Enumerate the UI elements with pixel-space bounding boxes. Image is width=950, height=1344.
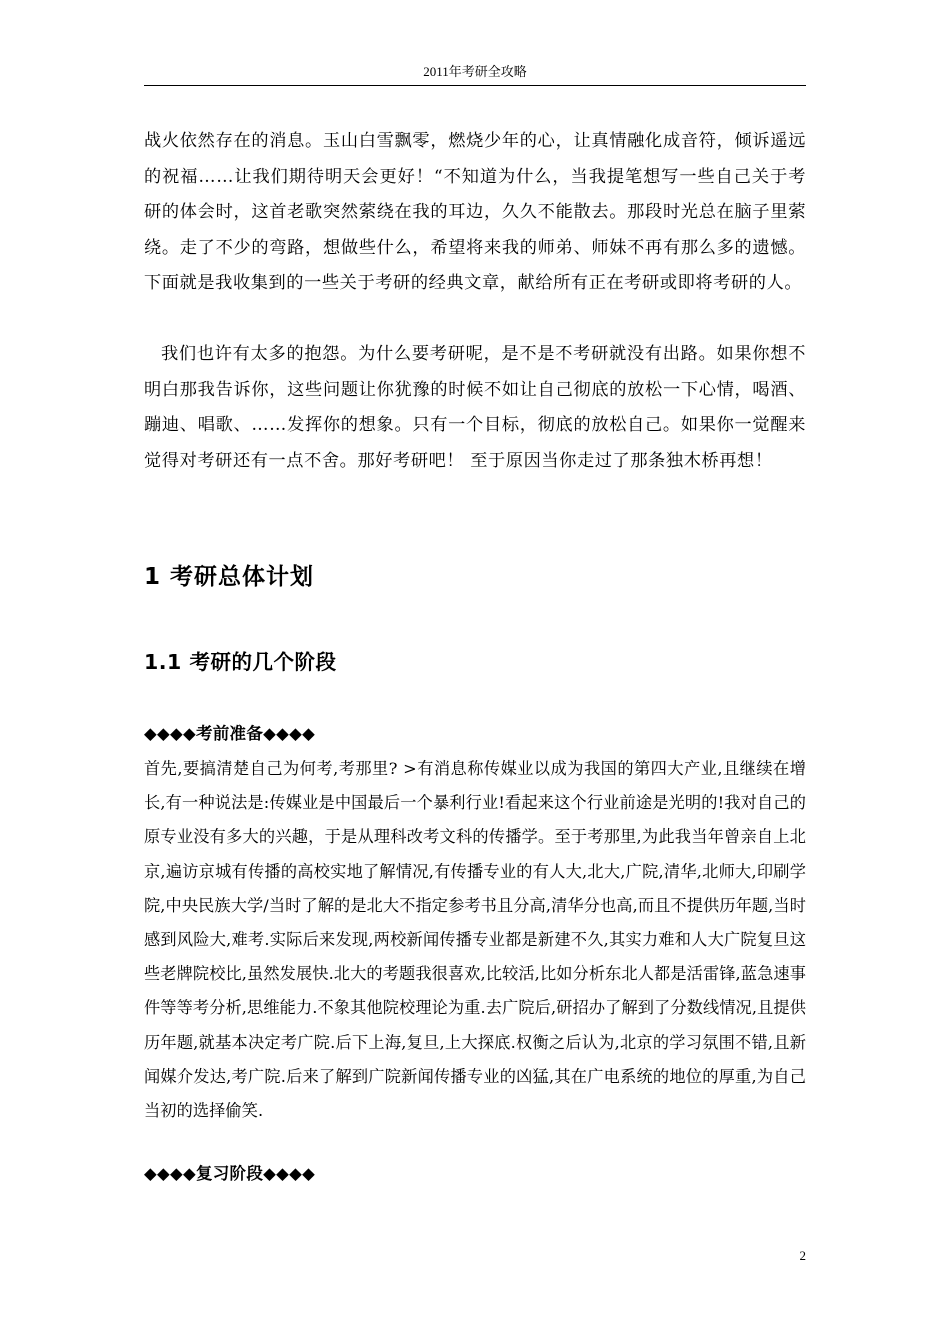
subsection-title-prep: ◆◆◆◆考前准备◆◆◆◆: [144, 724, 316, 743]
chapter-heading: 1 考研总体计划: [144, 564, 315, 590]
header-rule: [144, 85, 806, 86]
subsection-body-prep: 首先,要搞清楚自己为何考,考那里? >有消息称传媒业以成为我国的第四大产业,且继续在增长,有一种说法是:传媒业是中国最后一个暴利行业!看起来这个行业前途是光明的!我对自己的原专业没有多大的兴趣，于是从理科改考文科的传播学。至于考那里,为此我当年曾亲自上北京,遍访京城有传播的高校实地了解情况,有传播专业的有人大,北大,广院,清华,北师大,印刷学院,中央民族大学/当时了解的是北大不指定参考书且分高,清华分也高,而且不提供历年题,当时感到风险大,难考.实际后来发现,两校新闻传播专业都是新建不久,其实力难和人大广院复旦这些老牌院校比,虽然发展快.北大的考题我很喜欢,比较活,比如分析东北人都是活雷锋,蓝急速事件等等考分析,思维能力.不象其他院校理论为重.去广院后,研招办了解到了分数线情况,且提供历年题,就基本决定考广院.后下上海,复旦,上大探底.权衡之后认为,北京的学习氛围不错,且新闻媒介发达,考广院.后来了解到广院新闻传播专业的凶猛,其在广电系统的地位的厚重,为自己当初的选择偷笑.: [144, 759, 806, 1121]
subsection-title-review: ◆◆◆◆复习阶段◆◆◆◆: [144, 1164, 316, 1183]
running-header: 2011年考研全攻略: [423, 64, 527, 79]
section-heading: 1.1 考研的几个阶段: [144, 650, 337, 674]
body-paragraph-2: 我们也许有太多的抱怨。为什么要考研呢，是不是不考研就没有出路。如果你想不明白那我告诉你，这些问题让你犹豫的时候不如让自己彻底的放松一下心情，喝酒、蹦迪、唱歌、……发挥你的想象。只有一个目标，彻底的放松自己。如果你一觉醒来觉得对考研还有一点不舍。那好考研吧！ 至于原因当你走过了那条独木桥再想！: [144, 344, 806, 471]
body-paragraph-1: 战火依然存在的消息。玉山白雪飘零，燃烧少年的心，让真情融化成音符，倾诉遥远的祝福……让我们期待明天会更好！“不知道为什么，当我提笔想写一些自己关于考研的体会时，这首老歌突然萦绕在我的耳边，久久不能散去。那段时光总在脑子里萦绕。走了不少的弯路，想做些什么，希望将来我的师弟、师妹不再有那么多的遗憾。下面就是我收集到的一些关于考研的经典文章，献给所有正在考研或即将考研的人。: [144, 131, 806, 293]
page-number: 2: [799, 1248, 806, 1263]
